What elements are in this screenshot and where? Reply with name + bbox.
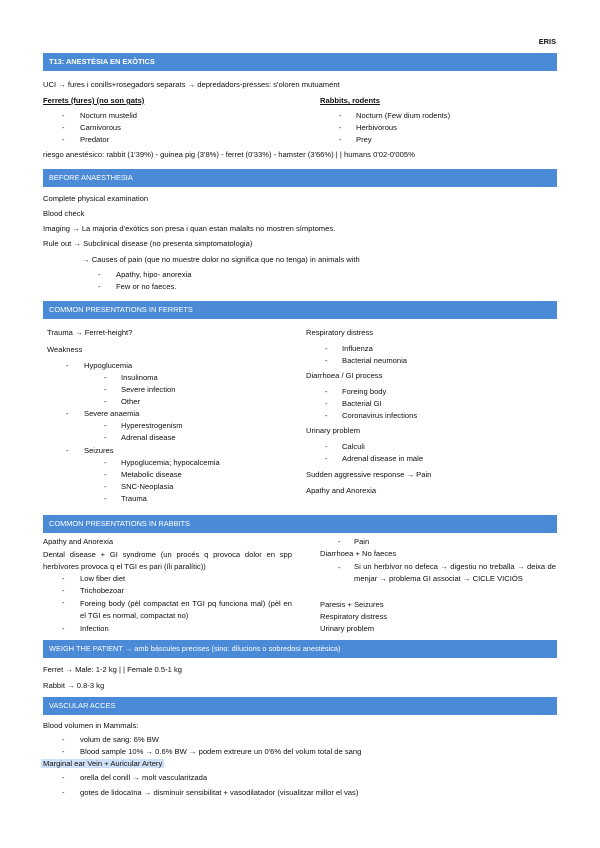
blood-item: Blood sample 10% → 0.6% BW → podem extreure un 0'6% del volum total de sang: [80, 747, 362, 756]
bullet-dash: -: [62, 788, 65, 797]
ferret-trauma: Trauma → Ferret-height?: [47, 328, 133, 337]
rabbit-diarr-item: Si un herbívor no defeca → digestiu no treballa → deixa de menjar → problema GI associat → CICLE VICIÓS: [354, 562, 556, 583]
before-line: Imaging → La majoria d'exòtics son presa i quan estan malalts no mostren símptomes.: [43, 224, 336, 233]
bullet-dash: -: [104, 397, 107, 406]
before-line: Complete physical examination: [43, 194, 149, 203]
rabbits-item: Prey: [356, 135, 372, 144]
weigh-rabbit: Rabbit → 0.8-3 kg: [43, 681, 105, 690]
marginal-item: orella del conill → molt vascularitzada: [80, 773, 208, 782]
rabbits-title: Rabbits, rodents: [320, 96, 380, 105]
ferret-sudden: Sudden aggressive response → Pain: [306, 470, 432, 479]
bullet-dash: -: [325, 356, 328, 365]
section-header-t13: T13: ANESTÈSIA EN EXÒTICS: [43, 53, 557, 71]
bullet-dash: -: [62, 586, 65, 595]
urin-item: Adrenal disease in male: [342, 454, 424, 463]
before-item: Apathy, hipo- anorexia: [116, 270, 192, 279]
bullet-dash: -: [62, 773, 65, 782]
resp-item: Bacterial neumonia: [342, 356, 408, 365]
bullet-dash: -: [339, 111, 342, 120]
bullet-dash: -: [104, 433, 107, 442]
dental-item: Trichobezoar: [80, 586, 125, 595]
before-item: Few or no faeces.: [116, 282, 177, 291]
anaemia-item: Adrenal disease: [121, 433, 176, 442]
rabbit-dental: Dental disease + GI syndrome (un procés q provoca dolor en spp herbívores provoca q el TGI es pari (íli paralític)): [43, 550, 292, 571]
bullet-dash: -: [66, 361, 69, 370]
bullet-dash: -: [104, 458, 107, 467]
bullet-dash: -: [338, 563, 341, 572]
bullet-dash: -: [66, 446, 69, 455]
ferret-anaemia: Severe anaemia: [84, 409, 140, 418]
bullet-dash: -: [104, 421, 107, 430]
bullet-dash: -: [98, 282, 101, 291]
bullet-dash: -: [62, 747, 65, 756]
rabbit-paresis: Paresis + Seizures: [320, 600, 384, 609]
dental-item: Infection: [80, 624, 109, 633]
bullet-dash: -: [98, 270, 101, 279]
diarr-item: Bacterial GI: [342, 399, 382, 408]
bullet-dash: -: [104, 373, 107, 382]
rabbit-resp: Respiratory distress: [320, 612, 388, 621]
rabbit-pain: Pain: [354, 537, 370, 546]
diarr-item: Foreing body: [342, 387, 387, 396]
bullet-dash: -: [104, 385, 107, 394]
bullet-dash: -: [325, 411, 328, 420]
bullet-dash: -: [104, 482, 107, 491]
hypo-item: Severe infection: [121, 385, 176, 394]
ferrets-title: Ferrets (fures) (no son gats): [43, 96, 145, 105]
section-header-ferrets: COMMON PRESENTATIONS IN FERRETS: [43, 301, 557, 319]
ferret-diarrhoea: Diarrhoea / GI process: [306, 371, 383, 380]
author-initials: ERIS: [538, 37, 556, 46]
diarr-item: Coronavirus infections: [342, 411, 418, 420]
t13-intro: UCI → fures i conills+rosegadors separats → depredadors-presses: s'oloren mutuament: [43, 80, 340, 89]
rabbits-item: Herbivorous: [356, 123, 397, 132]
bullet-dash: -: [62, 574, 65, 583]
hypo-item: Insulinoma: [121, 373, 158, 382]
seizures-item: Hypoglucemia; hypocalcemia: [121, 458, 220, 467]
ferret-apathy: Apathy and Anorexia: [306, 486, 377, 495]
ferret-hypo: Hypoglucemia: [84, 361, 133, 370]
section-header-rabbits: COMMON PRESENTATIONS IN RABBITS: [43, 515, 557, 533]
section-header-weigh: WEIGH THE PATIENT → amb báscules precises (sino: dilucions o sobredosi anestèsica): [43, 640, 557, 658]
dental-item: Low fiber diet: [80, 574, 126, 583]
bullet-dash: -: [62, 735, 65, 744]
seizures-item: Trauma: [121, 494, 147, 503]
hypo-item: Other: [121, 397, 140, 406]
dental-item: Foreing body (pèl compactat en TGI pq funciona mal) (pèl en el TGI es normal, compactat no): [80, 599, 292, 620]
ferrets-item: Predator: [80, 135, 110, 144]
vascular-marginal: Marginal ear Vein + Auricular Artery: [43, 759, 163, 768]
section-header-before: BEFORE ANAESTHESIA: [43, 169, 557, 187]
vascular-blood: Blood volumen in Mammals:: [43, 721, 139, 730]
rabbit-urinary: Urinary problem: [320, 624, 375, 633]
rabbit-diarrhoea: Diarrhoea + No faeces: [320, 549, 397, 558]
bullet-dash: -: [339, 135, 342, 144]
ferret-weakness: Weakness: [47, 345, 83, 354]
bullet-dash: -: [62, 111, 65, 120]
marginal-item: gotes de lidocaïna → disminuir sensibilitat + vasodilatador (visualitzar millor el vas): [80, 788, 359, 797]
bullet-dash: -: [62, 123, 65, 132]
bullet-dash: -: [104, 470, 107, 479]
bullet-dash: -: [62, 598, 65, 607]
section-header-vascular: VASCULAR ACCES: [43, 697, 557, 715]
bullet-dash: -: [62, 624, 65, 633]
bullet-dash: -: [325, 387, 328, 396]
bullet-dash: -: [338, 537, 341, 546]
resp-item: Influenza: [342, 344, 373, 353]
bullet-dash: -: [325, 454, 328, 463]
rabbit-apathy: Apathy and Anorexia: [43, 537, 114, 546]
bullet-dash: -: [66, 409, 69, 418]
bullet-dash: -: [325, 442, 328, 451]
blood-item: volum de sang: 6% BW: [80, 735, 159, 744]
bullet-dash: -: [62, 135, 65, 144]
bullet-dash: -: [325, 399, 328, 408]
bullet-dash: -: [104, 494, 107, 503]
ferrets-item: Nocturn mustelid: [80, 111, 137, 120]
before-line: Rule out → Subclinical disease (no presenta simptomatologia): [43, 239, 253, 248]
seizures-item: SNC-Neoplasia: [121, 482, 174, 491]
rabbits-item: Nocturn (Few dium rodents): [356, 111, 451, 120]
ferret-urinary: Urinary problem: [306, 426, 361, 435]
ferret-seizures: Seizures: [84, 446, 114, 455]
ferret-resp: Respiratory distress: [306, 328, 374, 337]
anesthetic-risk: riesgo anestésico: rabbit (1'39%) - guinea pig (3'8%) - ferret (0'33%) - hamster (3'66%) | | humans 0'02-0'005%: [43, 150, 415, 159]
ferrets-item: Carnivorous: [80, 123, 121, 132]
before-line: Blood check: [43, 209, 85, 218]
before-line: → Causes of pain (que no muestre dolor no significa que no tenga) in animals with: [82, 255, 360, 264]
seizures-item: Metabolic disease: [121, 470, 182, 479]
urin-item: Calculi: [342, 442, 365, 451]
bullet-dash: -: [325, 344, 328, 353]
anaemia-item: Hyperestrogenism: [121, 421, 183, 430]
bullet-dash: -: [339, 123, 342, 132]
weigh-ferret: Ferret → Male: 1-2 kg | | Female 0.5-1 kg: [43, 665, 182, 674]
